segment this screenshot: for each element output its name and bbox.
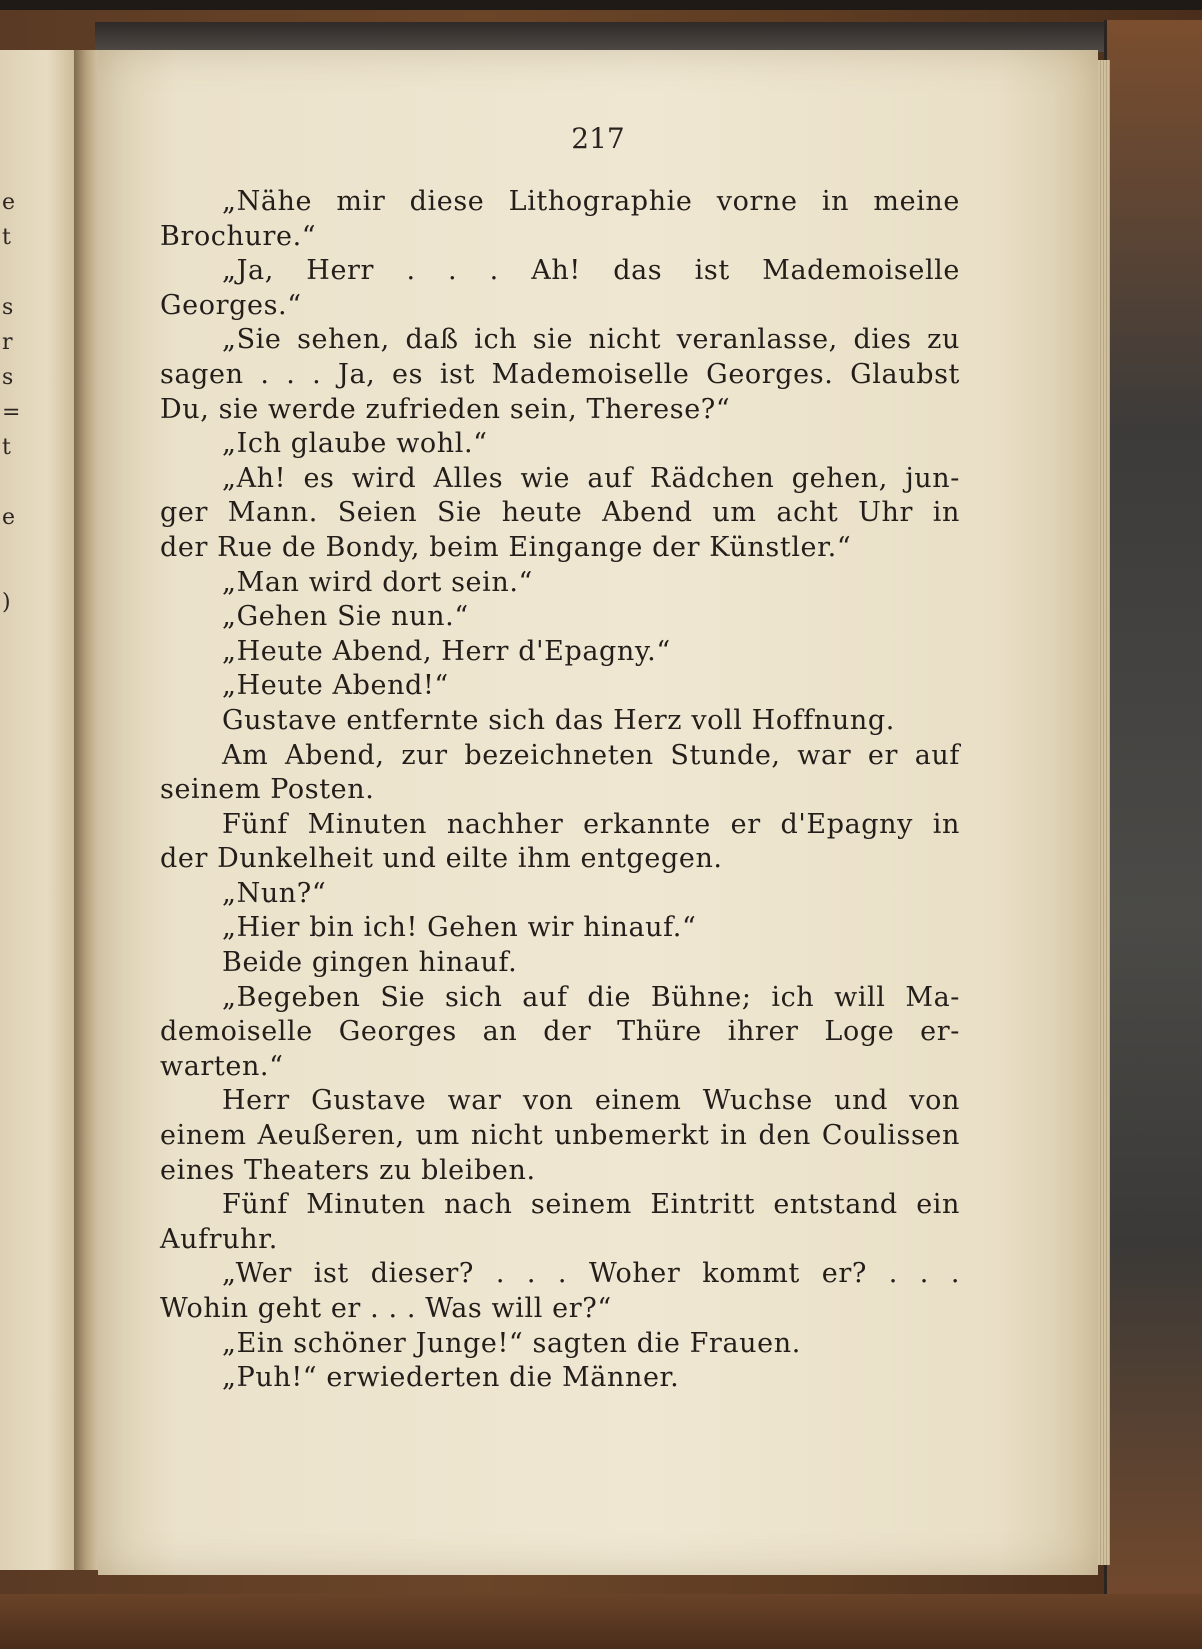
text-line: der Rue de Bondy, beim Eingange der Künstler.“ (160, 531, 852, 563)
text-line: „Heute Abend, Herr d'Epagny.“ (222, 635, 671, 667)
text-line: Am Abend, zur bezeichneten Stunde, war er auf (222, 739, 960, 771)
text-line: „Puh!“ erwiederten die Männer. (222, 1362, 680, 1394)
text-line: „Ein schöner Junge!“ sagten die Frauen. (222, 1327, 801, 1359)
text-line: „Ah! es wird Alles wie auf Rädchen gehen, jun- (222, 462, 960, 494)
text-line: „Man wird dort sein.“ (222, 566, 533, 598)
text-line: Fünf Minuten nachher erkannte er d'Epagny in (222, 808, 960, 840)
text-line: einem Aeußeren, um nicht unbemerkt in den Coulissen (160, 1120, 960, 1152)
text-line: „Ja, Herr . . . Ah! das ist Mademoiselle (222, 255, 960, 287)
left-facing-page (0, 50, 80, 1570)
text-line: Beide gingen hinauf. (222, 947, 518, 979)
text-line: „Ich glaube wohl.“ (222, 428, 488, 460)
text-line: Georges.“ (160, 289, 302, 321)
left-page-glyph: s (2, 365, 14, 390)
text-line: „Nähe mir diese Lithographie vorne in meine (222, 186, 960, 217)
left-page-glyph: t (2, 435, 11, 460)
text-line: Herr Gustave war von einem Wuchse und von (222, 1085, 960, 1117)
text-line: Wohin geht er . . . Was will er?“ (160, 1293, 612, 1324)
left-page-glyph: e (2, 190, 16, 215)
text-line: Aufruhr. (160, 1223, 278, 1255)
left-page-glyph: s (2, 295, 14, 320)
text-line: eines Theaters zu bleiben. (160, 1154, 536, 1186)
text-line: Brochure.“ (160, 220, 317, 252)
text-line: „Heute Abend!“ (222, 670, 449, 702)
left-page-glyph: r (2, 330, 13, 355)
text-line: Fünf Minuten nach seinem Eintritt entstand ein (222, 1189, 960, 1221)
text-line: „Begeben Sie sich auf die Bühne; ich will Ma- (222, 981, 960, 1013)
text-line: „Gehen Sie nun.“ (222, 601, 469, 633)
text-line: seinem Posten. (160, 774, 375, 806)
text-line: ger Mann. Seien Sie heute Abend um acht Uhr in (160, 497, 960, 529)
page-number: 217 (571, 122, 625, 155)
left-page-glyph: ) (2, 590, 11, 615)
left-page-glyph: t (2, 225, 11, 250)
text-line: warten.“ (160, 1050, 284, 1082)
page-text (160, 185, 960, 1396)
text-line: demoiselle Georges an der Thüre ihrer Loge er- (160, 1016, 960, 1048)
text-line: der Dunkelheit und eilte ihm entgegen. (160, 843, 723, 875)
text-line: „Sie sehen, daß ich sie nicht veranlasse, dies zu (222, 324, 960, 356)
text-line: „Nun?“ (222, 877, 327, 909)
left-page-glyph: = (2, 400, 21, 425)
book-page (98, 50, 1098, 1575)
text-line: sagen . . . Ja, es ist Mademoiselle Georges. Glaubst (160, 358, 960, 390)
left-page-glyph: e (2, 505, 16, 530)
text-line: „Wer ist dieser? . . . Woher kommt er? . . . (222, 1258, 960, 1290)
text-line: „Hier bin ich! Gehen wir hinauf.“ (222, 912, 697, 944)
book-spine-edge (1104, 20, 1202, 1649)
cover-top-edge (95, 22, 1105, 52)
page-stack-edge (1098, 60, 1110, 1565)
cover-bottom-edge (0, 1594, 1202, 1649)
text-line: Du, sie werde zufrieden sein, Therese?“ (160, 393, 731, 425)
text-line: Gustave entfernte sich das Herz voll Hoffnung. (222, 704, 895, 736)
